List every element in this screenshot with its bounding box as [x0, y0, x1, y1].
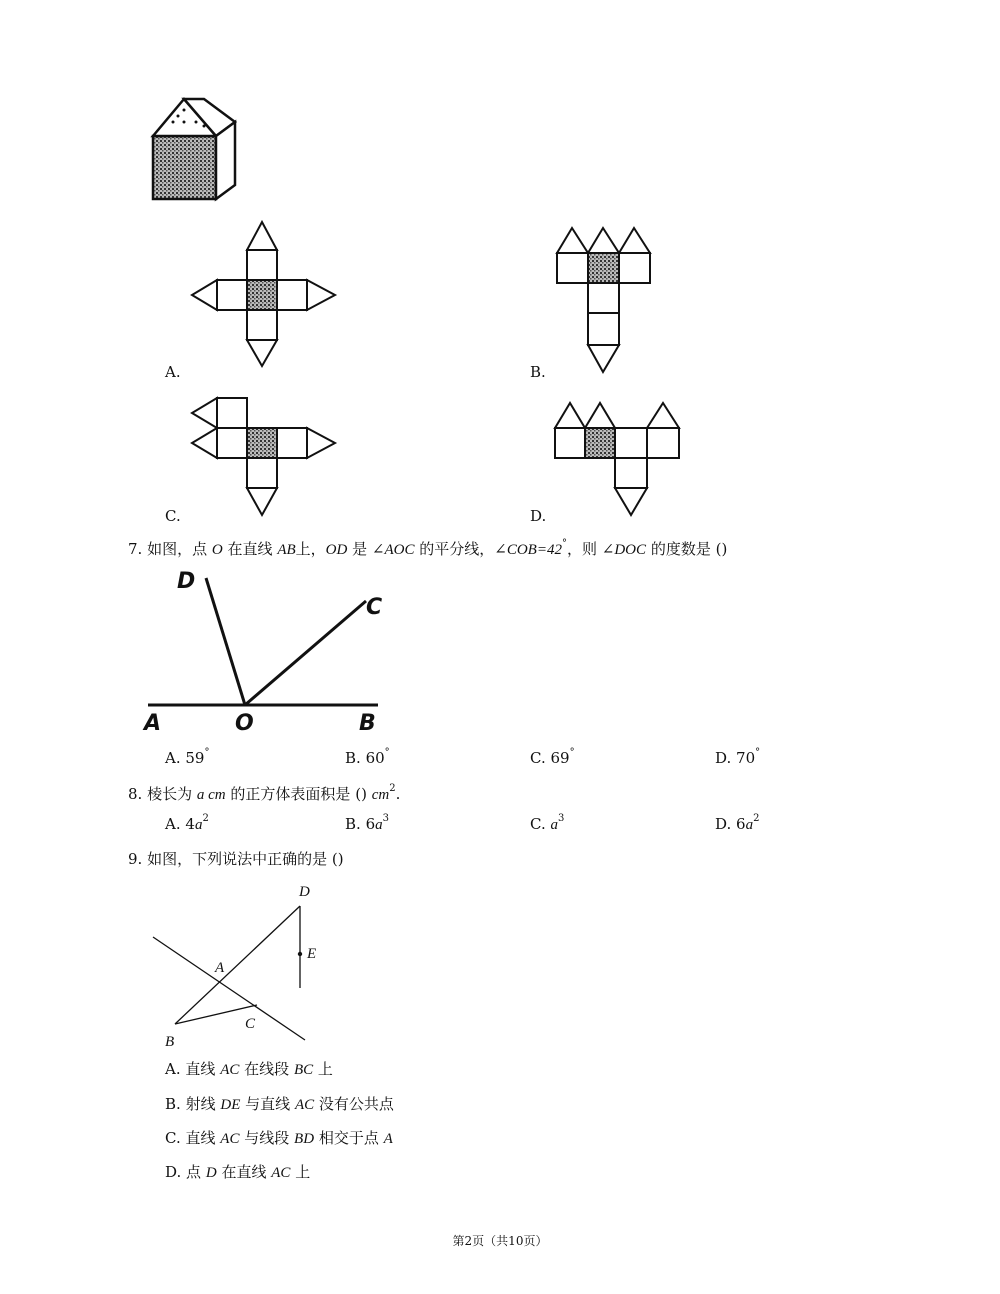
- label-c: C: [245, 1016, 256, 1032]
- option-a-label: A.: [165, 363, 181, 381]
- label-a: A: [215, 960, 225, 976]
- q9-option-a[interactable]: A. 直线 AC 在线段 BC 上: [165, 1060, 333, 1078]
- q8-option-d[interactable]: D. $6a^2$: [715, 813, 760, 833]
- label-d: D: [299, 884, 310, 900]
- label-a: A: [144, 711, 162, 736]
- q9-option-c[interactable]: C. 直线 AC 与线段 BD 相交于点 A: [165, 1129, 393, 1147]
- q9-stem: 9. 如图，下列说法中正确的是 (): [128, 850, 344, 868]
- net-d-figure: [555, 403, 679, 515]
- label-o: O: [235, 711, 254, 736]
- label-b: B: [165, 1034, 175, 1050]
- angle-figure: [140, 568, 400, 748]
- q8-stem: 8. 棱长为 a cm 的正方体表面积是 () $cm^2$.: [128, 783, 401, 803]
- q7-stem: 7. 如图，点 O 在直线 AB上，OD 是 ∠AOC 的平分线，∠COB=42°，则 ∠DOC 的度数是 (): [128, 538, 728, 558]
- label-e: E: [307, 946, 317, 962]
- q7-option-b[interactable]: B. 60°: [345, 747, 390, 767]
- net-c-figure: [192, 398, 335, 515]
- label-c: C: [366, 595, 383, 620]
- net-b-figure: [557, 228, 650, 372]
- option-b-label: B.: [530, 363, 546, 381]
- q7-option-c[interactable]: C. 69°: [530, 747, 575, 767]
- q8-option-b[interactable]: B. $6a^3$: [345, 813, 389, 833]
- q8-option-a[interactable]: A. $4a^2$: [165, 813, 209, 833]
- net-a-figure: [192, 222, 335, 366]
- cube-with-prism-icon: [153, 99, 235, 199]
- q8-option-c[interactable]: C. $a^3$: [530, 813, 565, 833]
- option-c-label: C.: [165, 507, 181, 525]
- q7-option-d[interactable]: D. 70°: [715, 747, 761, 767]
- line-figure: [145, 878, 345, 1058]
- label-b: B: [359, 711, 376, 736]
- page-footer: 第2页（共10页）: [452, 1234, 548, 1248]
- q7-option-a[interactable]: A. 59°: [165, 747, 210, 767]
- q9-option-d[interactable]: D. 点 D 在直线 AC 上: [165, 1163, 311, 1181]
- q9-option-b[interactable]: B. 射线 DE 与直线 AC 没有公共点: [165, 1095, 394, 1113]
- option-d-label: D.: [530, 507, 547, 525]
- label-d: D: [177, 569, 196, 594]
